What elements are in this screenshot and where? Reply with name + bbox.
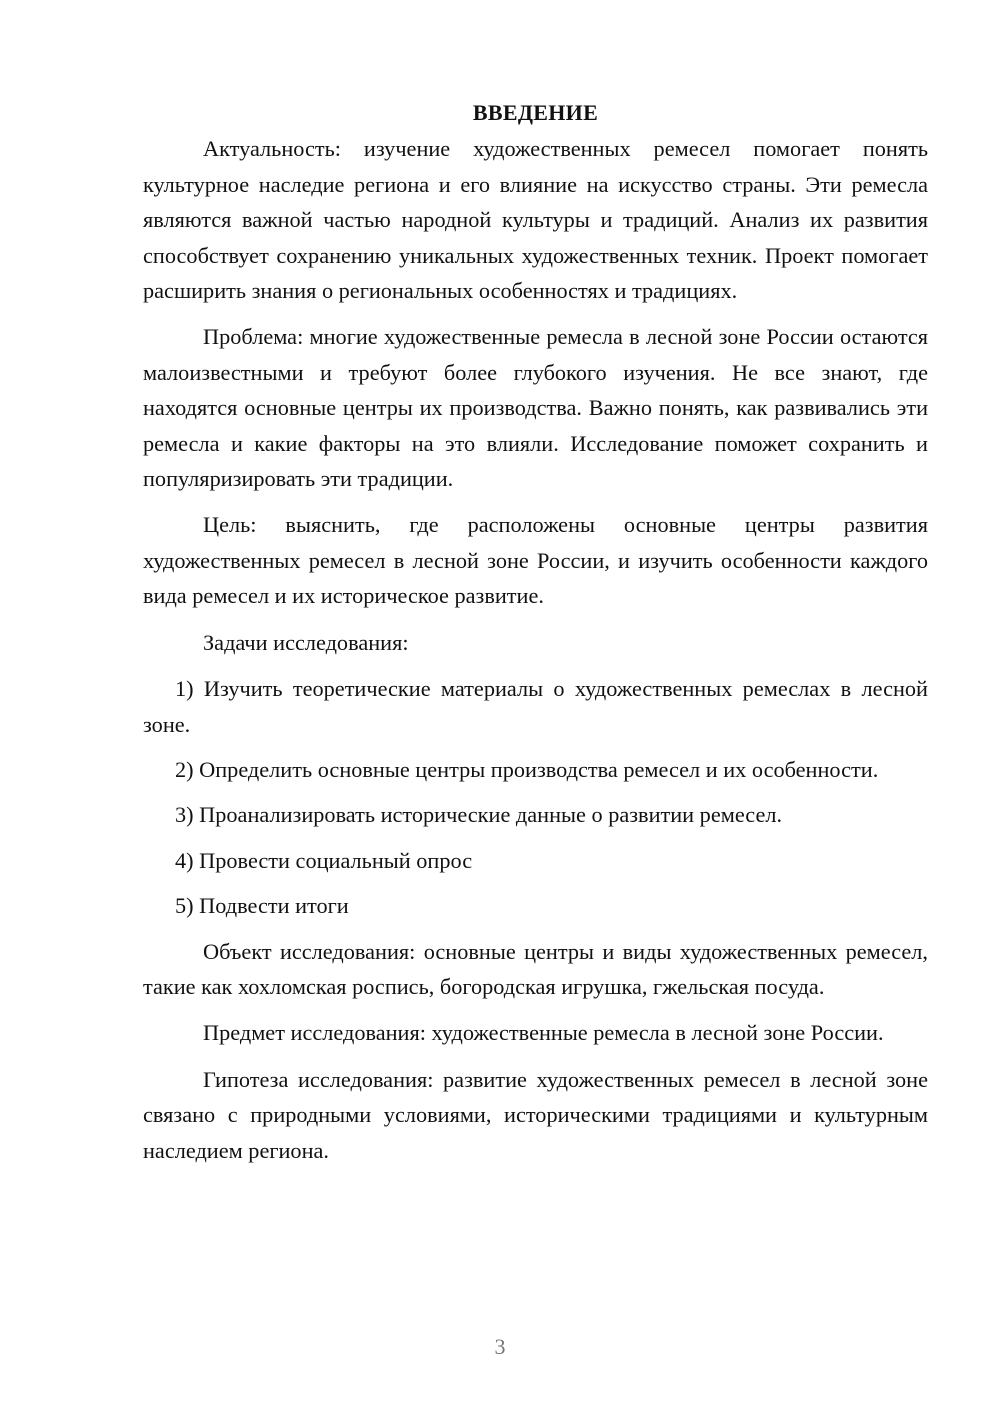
task-item: 1) Изучить теоретические материалы о художественных ремеслах в лесной зоне. <box>143 676 928 737</box>
goal-paragraph: Цель: выяснить, где расположены основные центры развития художественных ремесел в лесной зоне России, и изучить особенности каждого вида ремесел и их историческое развитие. <box>143 512 928 609</box>
hypothesis-paragraph: Гипотеза исследования: развитие художественных ремесел в лесной зоне связано с природными условиями, историческими традициями и культурным наследием региона. <box>143 1066 928 1163</box>
task-item: 4) Провести социальный опрос <box>175 847 473 873</box>
object-paragraph: Объект исследования: основные центры и виды художественных ремесел, такие как хохломская роспись, богородская игрушка, гжельская посуда. <box>143 938 928 999</box>
subject-paragraph: Предмет исследования: художественные ремесла в лесной зоне России. <box>203 1020 884 1046</box>
task-item: 2) Определить основные центры производства ремесел и их особенности. <box>175 756 879 782</box>
page-number: 3 <box>494 1334 506 1359</box>
problem-paragraph: Проблема: многие художественные ремесла в лесной зоне России остаются малоизвестными и требуют более глубокого изучения. Не все знают, где находятся основные центры их производства. Важно понять, как развивались эти ремесла и какие факторы на это влияли. Исследование поможет сохранить и популяризировать эти традиции. <box>143 324 928 492</box>
relevance-paragraph: Актуальность: изучение художественных ремесел помогает понять культурное наследие региона и его влияние на искусство страны. Эти ремесла являются важной частью народной культуры и традиций. Анализ их развития способствует сохранению уникальных художественных техник. Проект помогает расширить знания о региональных особенностях и традициях. <box>143 136 928 304</box>
task-item: 5) Подвести итоги <box>175 893 349 919</box>
tasks-heading: Задачи исследования: <box>203 629 409 655</box>
page-title: ВВЕДЕНИЕ <box>472 100 599 125</box>
tasks-list <box>143 671 928 923</box>
document-page <box>143 95 928 1179</box>
task-item: 3) Проанализировать исторические данные о развитии ремесел. <box>175 802 783 828</box>
